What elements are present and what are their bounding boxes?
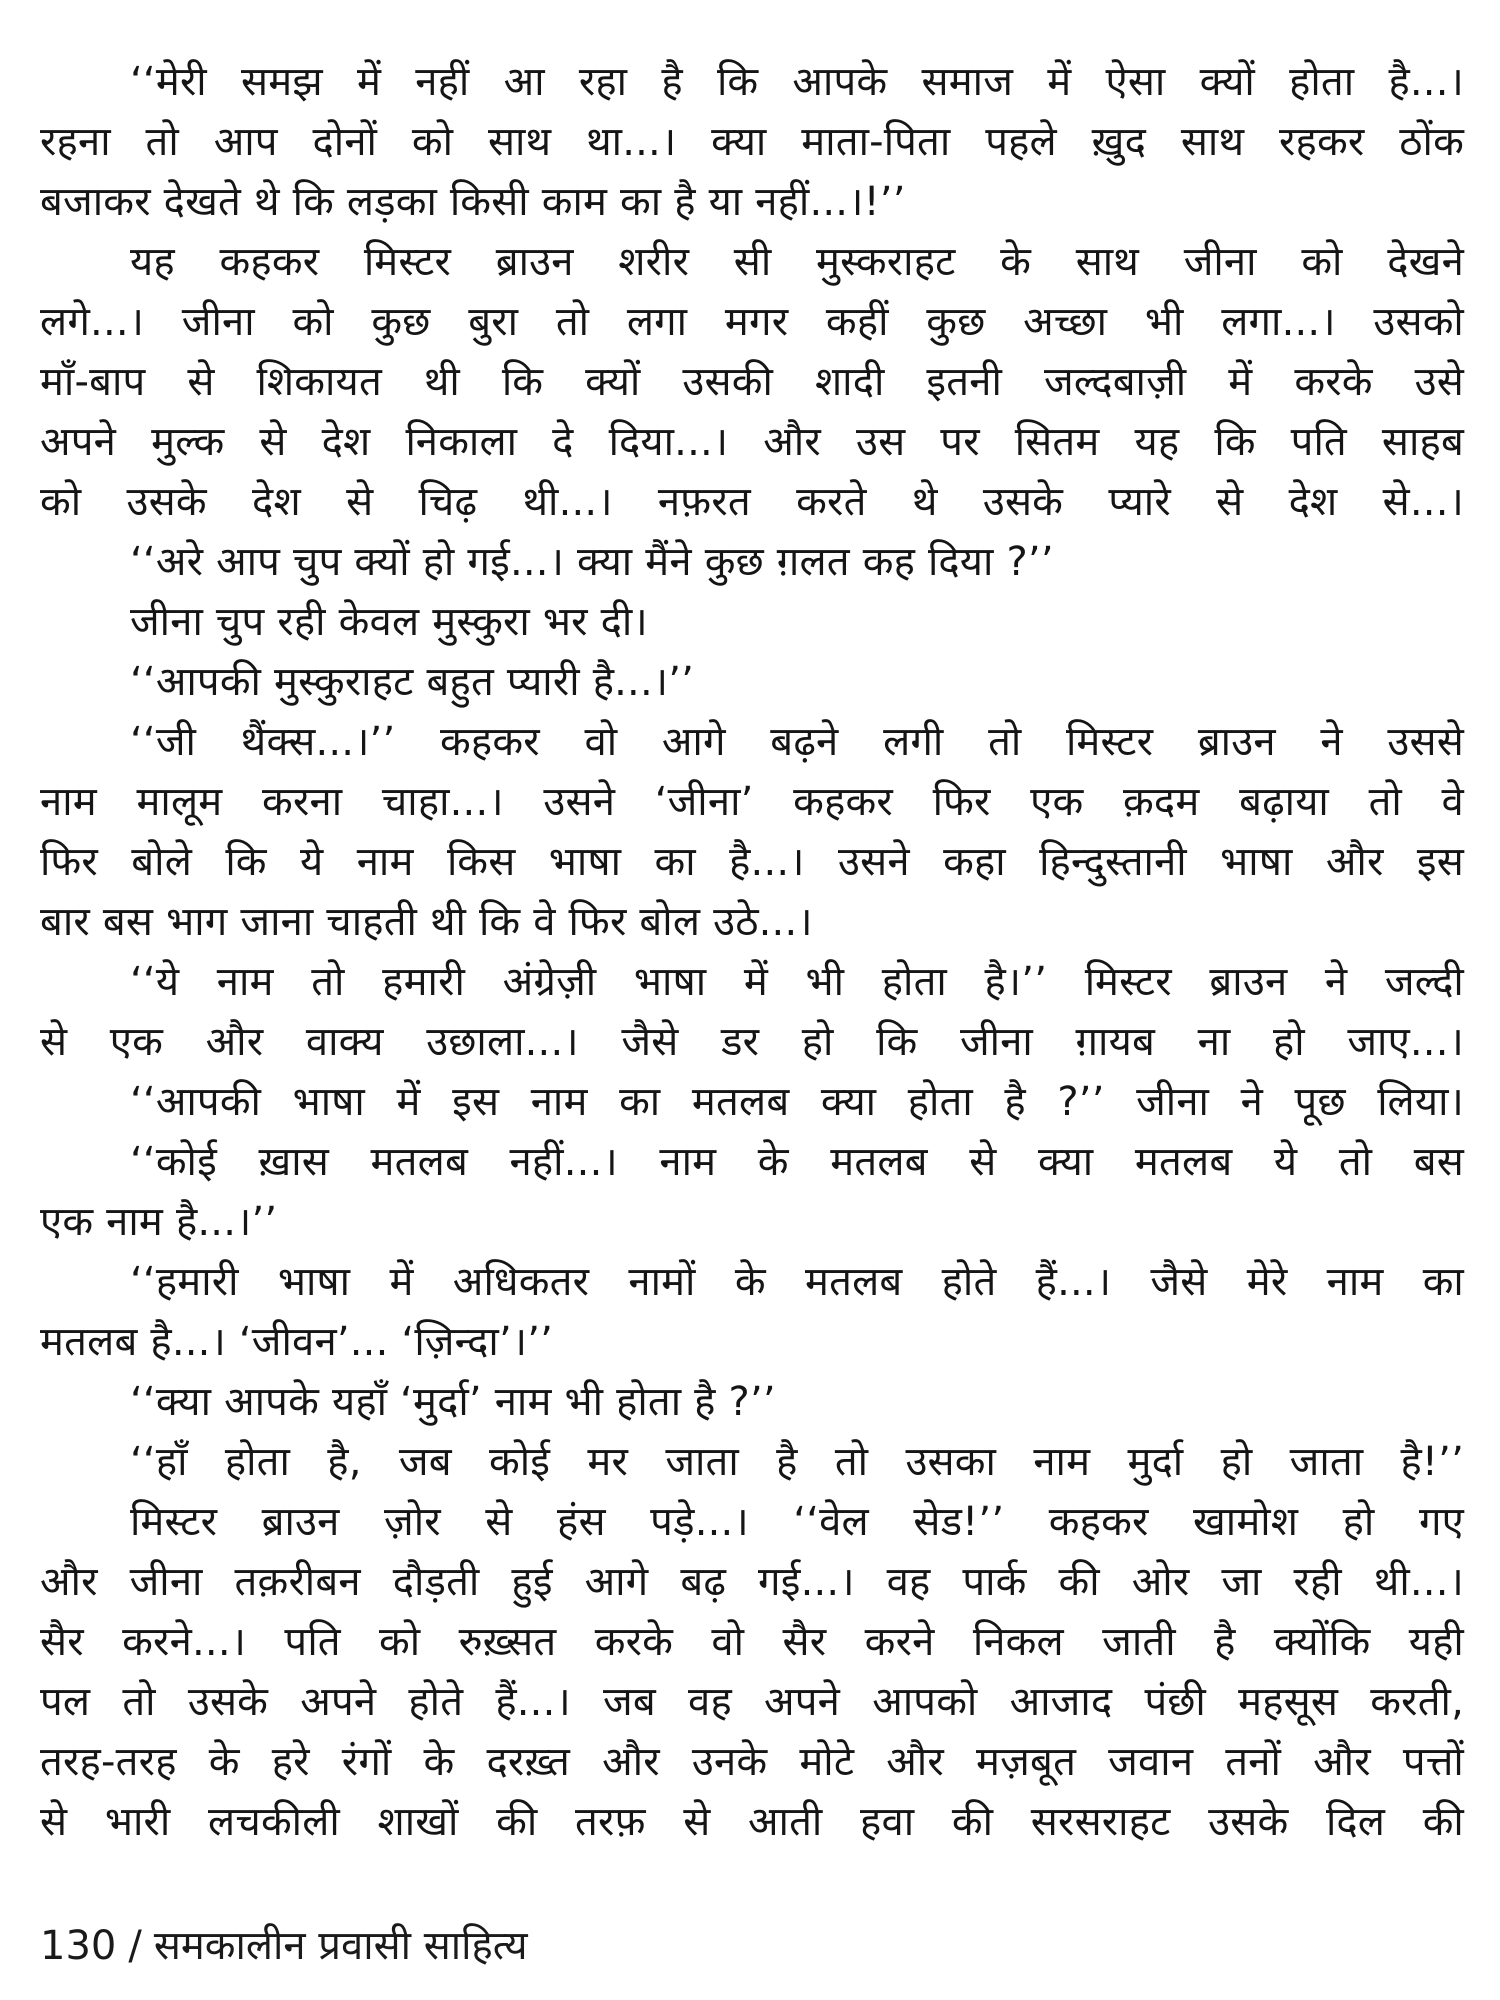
text-line: और जीना तक़रीबन दौड़ती हुई आगे बढ़ गई...। वह पार्क की ओर जा रही थी...। — [40, 1559, 1464, 1605]
text-line: रहना तो आप दोनों को साथ था...। क्या माता-पिता पहले ख़ुद साथ रहकर ठोंक — [40, 119, 1464, 165]
footer-separator: / — [128, 1923, 142, 1969]
text-line: नाम मालूम करना चाहा...। उसने ‘जीना’ कहकर फिर एक क़दम बढ़ाया तो वे — [40, 779, 1464, 825]
text-line: पल तो उसके अपने होते हैं...। जब वह अपने आपको आजाद पंछी महसूस करती, — [40, 1679, 1464, 1725]
text-line: एक नाम है...।’’ — [40, 1199, 278, 1245]
text-line: ‘‘मेरी समझ में नहीं आ रहा है कि आपके समाज में ऐसा क्यों होता है...। — [130, 59, 1464, 105]
text-line: जीना चुप रही केवल मुस्कुरा भर दी। — [130, 599, 648, 645]
text-line: फिर बोले कि ये नाम किस भाषा का है...। उसने कहा हिन्दुस्तानी भाषा और इस — [40, 839, 1464, 885]
text-line: ‘‘आपकी भाषा में इस नाम का मतलब क्या होता है ?’’ जीना ने पूछ लिया। — [130, 1079, 1464, 1125]
text-line: यह कहकर मिस्टर ब्राउन शरीर सी मुस्कराहट के साथ जीना को देखने — [130, 239, 1464, 285]
text-line: ‘‘हमारी भाषा में अधिकतर नामों के मतलब होते हैं...। जैसे मेरे नाम का — [130, 1259, 1464, 1305]
text-line: बजाकर देखते थे कि लड़का किसी काम का है या नहीं...।!’’ — [40, 179, 906, 225]
text-line: से भारी लचकीली शाखों की तरफ़ से आती हवा की सरसराहट उसके दिल की — [40, 1799, 1464, 1845]
text-line: बार बस भाग जाना चाहती थी कि वे फिर बोल उठे...। — [40, 899, 813, 945]
text-line: सैर करने...। पति को रुख़्सत करके वो सैर करने निकल जाती है क्योंकि यही — [40, 1619, 1464, 1665]
text-line: से एक और वाक्य उछाला...। जैसे डर हो कि जीना ग़ायब ना हो जाए...। — [40, 1019, 1464, 1065]
story-text-block — [40, 52, 1464, 1852]
text-line: ‘‘अरे आप चुप क्यों हो गई...। क्या मैंने कुछ ग़लत कह दिया ?’’ — [130, 539, 1054, 585]
text-line: मतलब है...। ‘जीवन’... ‘ज़िन्दा’।’’ — [40, 1319, 554, 1365]
text-line: को उसके देश से चिढ़ थी...। नफ़रत करते थे उसके प्यारे से देश से...। — [40, 479, 1464, 525]
text-line: ‘‘क्या आपके यहाँ ‘मुर्दा’ नाम भी होता है ?’’ — [130, 1379, 776, 1425]
text-line: ‘‘कोई ख़ास मतलब नहीं...। नाम के मतलब से क्या मतलब ये तो बस — [130, 1139, 1464, 1185]
text-line: माँ-बाप से शिकायत थी कि क्यों उसकी शादी इतनी जल्दबाज़ी में करके उसे — [40, 359, 1464, 405]
page-number: 130 — [40, 1923, 117, 1969]
text-line: ‘‘आपकी मुस्कुराहट बहुत प्यारी है...।’’ — [130, 659, 695, 705]
text-line: मिस्टर ब्राउन ज़ोर से हंस पड़े...। ‘‘वेल सेड!’’ कहकर खामोश हो गए — [130, 1499, 1464, 1545]
page-footer — [40, 1918, 1464, 1974]
text-line: ‘‘ये नाम तो हमारी अंग्रेज़ी भाषा में भी होता है।’’ मिस्टर ब्राउन ने जल्दी — [130, 959, 1464, 1005]
text-line: ‘‘जी थैंक्स...।’’ कहकर वो आगे बढ़ने लगी तो मिस्टर ब्राउन ने उससे — [130, 719, 1464, 765]
text-line: अपने मुल्क से देश निकाला दे दिया...। और उस पर सितम यह कि पति साहब — [40, 419, 1464, 465]
text-line: लगे...। जीना को कुछ बुरा तो लगा मगर कहीं कुछ अच्छा भी लगा...। उसको — [40, 299, 1464, 345]
text-line: तरह-तरह के हरे रंगों के दरख़्त और उनके मोटे और मज़बूत जवान तनों और पत्तों — [40, 1739, 1464, 1785]
series-title: समकालीन प्रवासी साहित्य — [153, 1923, 528, 1969]
text-line: ‘‘हाँ होता है, जब कोई मर जाता है तो उसका नाम मुर्दा हो जाता है!’’ — [130, 1439, 1464, 1485]
